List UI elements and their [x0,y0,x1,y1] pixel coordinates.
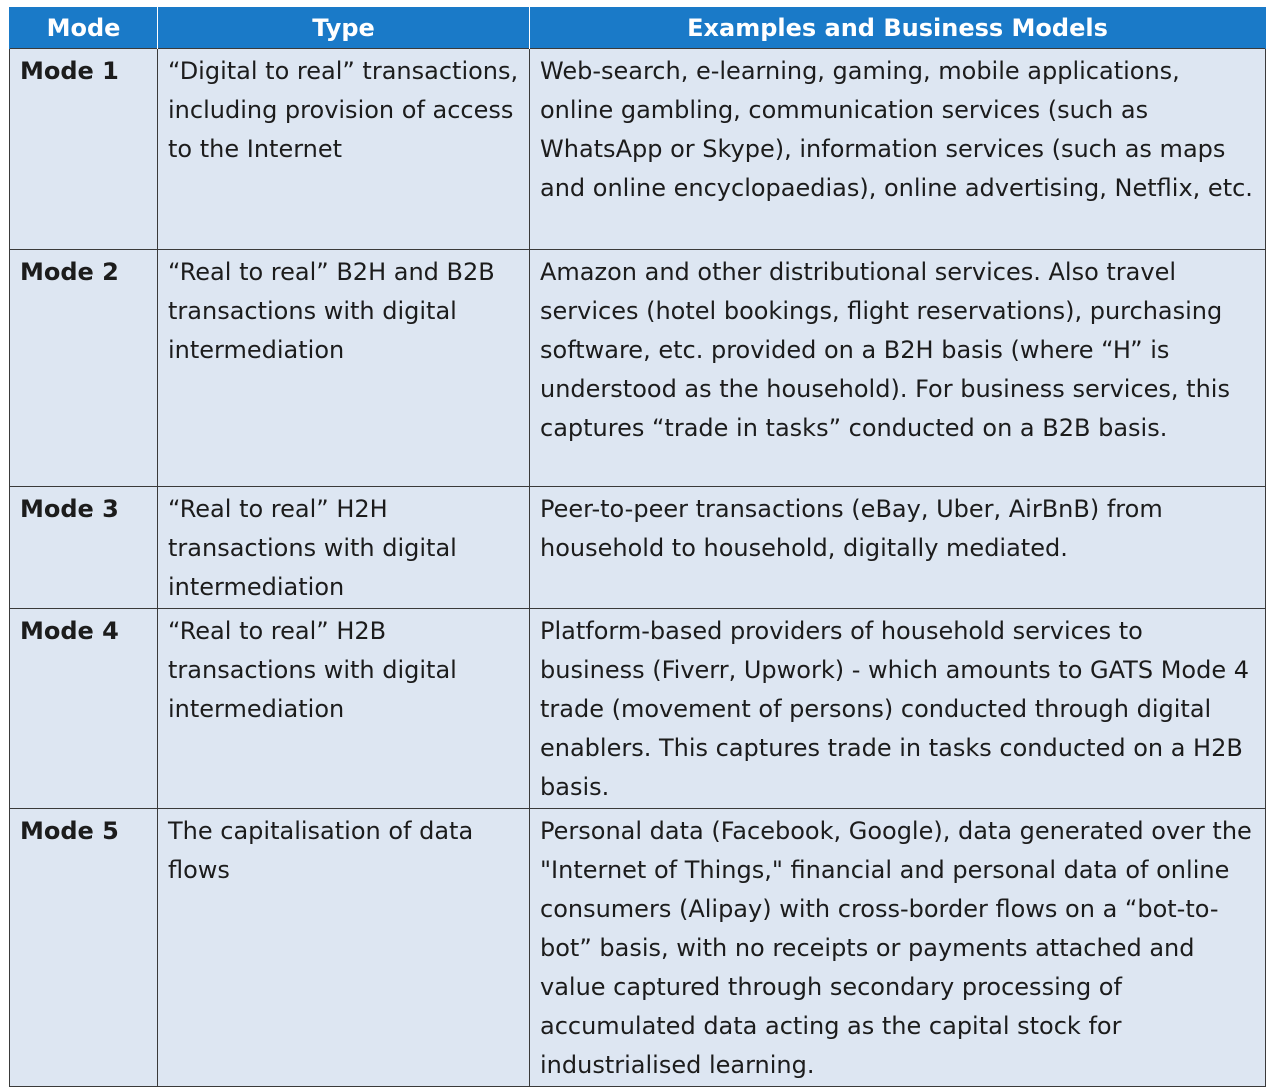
table-row [10,809,1266,1087]
examples-cell: Platform-based providers of household services to business (Fiverr, Upwork) - which amounts to GATS Mode 4 trade (movement of persons) conducted through digital enablers. This captures trade in tasks conducted on a H2B basis. [530,609,1266,809]
column-header-type: Type [158,7,530,49]
mode-cell: Mode 5 [10,809,158,1087]
type-cell: “Real to real” H2B transactions with digital intermediation [158,609,530,809]
column-header-mode: Mode [10,7,158,49]
type-cell: “Real to real” B2H and B2B transactions with digital intermediation [158,250,530,487]
document-page [9,7,1265,1087]
examples-cell: Peer-to-peer transactions (eBay, Uber, AirBnB) from household to household, digitally mediated. [530,487,1266,609]
type-cell: “Digital to real” transactions, including provision of access to the Internet [158,49,530,250]
column-header-examples: Examples and Business Models [530,7,1266,49]
examples-cell: Amazon and other distributional services. Also travel services (hotel bookings, flight reservations), purchasing software, etc. provided on a B2H basis (where “H” is understood as the household). For business services, this captures “trade in tasks” conducted on a B2B basis. [530,250,1266,487]
mode-cell: Mode 1 [10,49,158,250]
type-cell: “Real to real” H2H transactions with digital intermediation [158,487,530,609]
table-row [10,609,1266,809]
type-cell: The capitalisation of data flows [158,809,530,1087]
mode-cell: Mode 3 [10,487,158,609]
table-header-row [10,7,1266,49]
examples-cell: Web-search, e-learning, gaming, mobile applications, online gambling, communication services (such as WhatsApp or Skype), information services (such as maps and online encyclopaedias), online advertising, Netflix, etc. [530,49,1266,250]
examples-cell: Personal data (Facebook, Google), data generated over the "Internet of Things," financial and personal data of online consumers (Alipay) with cross-border flows on a “bot-to-bot” basis, with no receipts or payments attached and value captured through secondary processing of accumulated data acting as the capital stock for industrialised learning. [530,809,1266,1087]
table-row [10,49,1266,250]
mode-cell: Mode 2 [10,250,158,487]
table-row [10,487,1266,609]
digital-trade-modes-table [9,7,1266,1087]
mode-cell: Mode 4 [10,609,158,809]
table-row [10,250,1266,487]
